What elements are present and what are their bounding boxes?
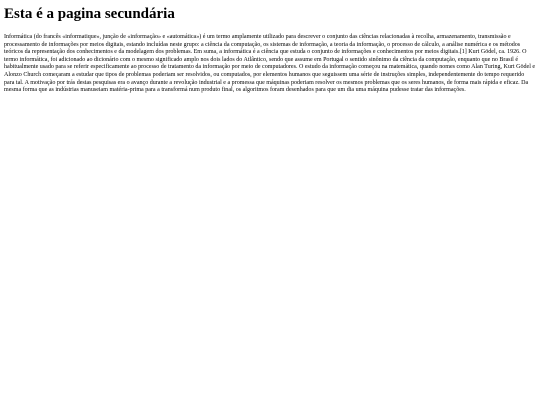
page-title: Esta é a pagina secundária: [4, 6, 175, 22]
body-paragraph: Informática (do francês «informatique», junção de «informação» e «automática») é um termo amplamente utilizado para descrever o conjunto das ciências relacionadas à recolha, armazenamento, transmissão e processamento de informações por meios digitais, estando incluídas neste grupo: a ciência da computação, os sistemas de informação, a teoria da informação, o processo de cálculo, a análise numérica e os métodos teóricos da representação dos conhecimentos e da modelagem dos problemas. Em suma, a informática é a ciência que estuda o conjunto de informações e conhecimentos por meios digitais.[1] Kurt Gödel, ca. 1926. O termo informática, foi adicionado ao dicionário com o mesmo significado amplo nos dois lados do Atlântico, sendo que assume em Portugal o sentido sinônimo da ciência da computação, enquanto que no Brasil é habitualmente usado para se referir especificamente ao processo de tratamento da informação por meio de computadores. O estudo da informação começou na matemática, quando nomes como Alan Turing, Kurt Gödel e Alonzo Church começaram a estudar que tipos de problemas poderiam ser resolvidos, ou computados, por elementos humanos que seguissem uma série de instruções simples, independentemente do tempo requerido para tal. A motivação por trás destas pesquisas era o avanço durante a revolução industrial e a promessa que máquinas poderiam resolver os mesmos problemas que os seres humanos, de forma mais rápida e eficaz. Da mesma forma que as indústrias manuseiam matéria-prima para a transformá num produto final, os algoritmos foram desenhados para que um dia uma máquina pudesse tratar das informações.: [4, 34, 536, 94]
